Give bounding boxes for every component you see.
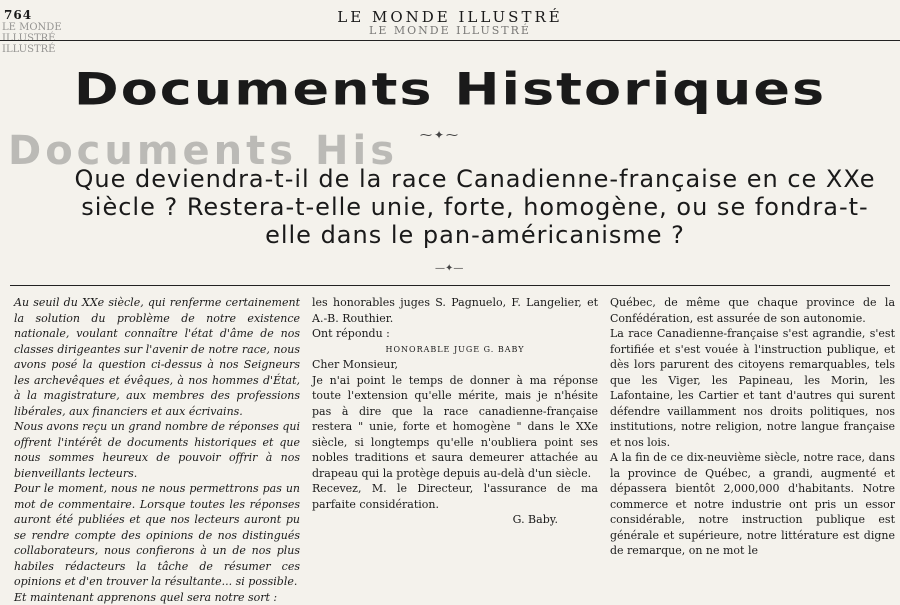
paragraph: Pour le moment, nous ne nous permettrons pas un mot de commentaire. Lorsque toutes les réponses auront été publiées et que nos lecteurs auront pu se rendre compte des opinions de nos distingués collaborateurs, nous confierons à un de nos plus habiles rédacteurs la tâche de résumer ces opinions et d'en trouver la résultante... si possible. [14, 481, 300, 590]
ornament-divider: ⁓✦⁓ [420, 128, 460, 142]
respondent-heading: HONORABLE JUGE G. BABY [312, 342, 598, 358]
paragraph: les honorables juges S. Pagnuelo, F. Langelier, et A.-B. Routhier. [312, 295, 598, 326]
section-rule [10, 285, 890, 286]
subtitle: Que deviendra-t-il de la race Canadienne-française en ce XXe siècle ? Restera-t-elle unie, forte, homogène, ou se fondra-t-elle dans le pan-américanisme ? [60, 165, 890, 249]
bleed-line: LE MONDE [2, 22, 62, 33]
article-column-2 [312, 295, 598, 528]
salutation: Cher Monsieur, [312, 357, 598, 373]
article-column-1 [14, 295, 300, 605]
page-number: 764 [4, 8, 32, 22]
paragraph: Recevez, M. le Directeur, l'assurance de ma parfaite considération. [312, 481, 598, 512]
paragraph: La race Canadienne-française s'est agrandie, s'est fortifiée et s'est vouée à l'instruction publique, et dès lors parurent des citoyens remarquables, tels que les Viger, les Papineau, les Morin, les Lafontaine, les Cartier et tant d'autres qui surent défendre vaillamment nos droits politiques, nos institutions, notre religion, notre langue française et nos lois. [610, 326, 895, 450]
masthead: LE MONDE ILLUSTRÉ [0, 8, 900, 26]
paragraph: Je n'ai point le temps de donner à ma réponse toute l'extension qu'elle mérite, mais je n'hésite pas à dire que la race canadienne-française restera " unie, forte et homogène " dans le XXe siècle, si longtemps qu'elle n'oubliera point ses nobles traditions et saura demeurer attachée au drapeau qui la protège depuis au-delà d'un siècle. [312, 373, 598, 482]
paragraph: Au seuil du XXe siècle, qui renferme certainement la solution du problème de notre existence nationale, voulant connaître l'état d'âme de nos classes dirigeantes sur l'avenir de notre race, nous avons posé la question ci-dessus à nos Seigneurs les archevêques et évêques, à nos hommes d'État, à la magistrature, aux membres des professions libérales, aux financiers et aux écrivains. [14, 295, 300, 419]
page-title: Documents Historiques [0, 64, 900, 116]
signature: G. Baby. [312, 512, 598, 528]
paragraph: Et maintenant apprenons quel sera notre sort : [14, 590, 300, 605]
header-rule [0, 40, 900, 41]
replied-label: Ont répondu : [312, 326, 598, 342]
article-column-3 [610, 295, 895, 559]
bleed-line: ILLUSTRÉ [2, 44, 62, 55]
paragraph: A la fin de ce dix-neuvième siècle, notre race, dans la province de Québec, a grandi, augmenté et dépassera bientôt 2,000,000 d'habitants. Notre commerce et notre industrie ont pris un essor considérable, notre instruction publique est générale et supérieure, notre littérature est digne de remarque, on ne mot le [610, 450, 895, 559]
bleed-line: ILLUSTRÉ [2, 33, 62, 44]
paragraph: Nous avons reçu un grand nombre de réponses qui offrent l'intérêt de documents historiques et que nous sommes heureux de pouvoir offrir à nos bienveillants lecteurs. [14, 419, 300, 481]
ornament-divider: —✦— [435, 263, 463, 274]
masthead-shadow: LE MONDE ILLUSTRÉ [0, 24, 900, 37]
bleed-through-title: Documents His [8, 128, 398, 174]
page-header [0, 4, 900, 44]
paragraph: Québec, de même que chaque province de la Confédération, est assurée de son autonomie. [610, 295, 895, 326]
